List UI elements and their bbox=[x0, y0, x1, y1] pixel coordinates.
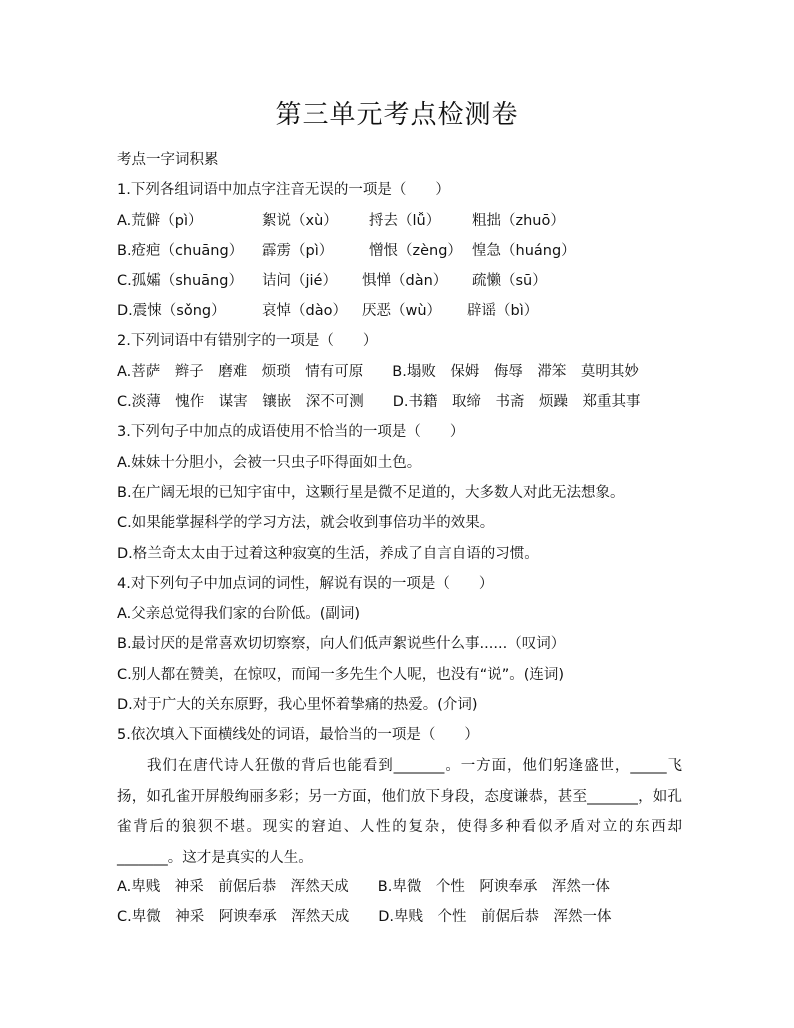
option-b-word-2: 霹雳（pì） bbox=[262, 243, 334, 259]
option-a-word-4: 粗拙（zhuō） bbox=[472, 213, 565, 229]
option-c-word-4: 疏懒（sū） bbox=[472, 273, 547, 289]
option-d-word-1: D.震悚（sǒng） bbox=[117, 303, 226, 319]
question-3-option-a: A.妹妹十分胆小，会被一只虫子吓得面如土色。 bbox=[117, 455, 422, 471]
question-2-options-ab: A.菩萨 辫子 磨难 烦琐 情有可原 B.塌败 保姆 侮辱 滞笨 莫明其妙 bbox=[117, 364, 639, 380]
option-c-word-2: 诘问（jié） bbox=[262, 273, 337, 289]
option-a-word-1: A.荒僻（pì） bbox=[117, 213, 203, 229]
option-b-word-4: 惶急（huáng） bbox=[472, 243, 576, 259]
question-3-option-b: B.在广阔无垠的已知宇宙中，这颗行星是微不足道的，大多数人对此无法想象。 bbox=[117, 485, 625, 501]
question-4-stem: 4.对下列句子中加点词的词性，解说有误的一项是（ ） bbox=[117, 576, 494, 592]
page-title: 第三单元考点检测卷 bbox=[275, 100, 519, 130]
option-c-word-3: 惧惮（dàn） bbox=[362, 273, 448, 289]
section-heading: 考点一字词积累 bbox=[117, 152, 219, 168]
option-d-word-3: 厌恶（wù） bbox=[362, 303, 442, 319]
question-5-passage: 我们在唐代诗人狂傲的背后也能看到_______。一方面，他们躬逢盛世，_____飞扬，如孔雀开屏般绚丽多彩；另一方面，他们放下身段，态度谦恭，甚至_______，如孔雀背后的狼狈不堪。现实的窘迫、人性的复杂，使得多种看似矛盾对立的东西却_______。这才是真实的人生。 bbox=[117, 758, 682, 866]
question-3-option-d: D.格兰奇太太由于过着这种寂寞的生活，养成了自言自语的习惯。 bbox=[117, 546, 539, 562]
question-3-option-c: C.如果能掌握科学的学习方法，就会收到事倍功半的效果。 bbox=[117, 515, 495, 531]
option-a-word-3: 捋去（lǚ） bbox=[369, 213, 441, 229]
question-4-option-b: B.最讨厌的是常喜欢切切察察，向人们低声絮说些什么事......（叹词） bbox=[117, 636, 566, 652]
question-2-stem: 2.下列词语中有错别字的一项是（ ） bbox=[117, 333, 378, 349]
option-b-word-1: B.疮疤（chuāng） bbox=[117, 243, 244, 259]
question-5-options-cd: C.卑微 神采 阿谀奉承 浑然天成 D.卑贱 个性 前倨后恭 浑然一体 bbox=[117, 909, 612, 925]
option-d-word-2: 哀悼（dào） bbox=[262, 303, 347, 319]
question-4-option-d: D.对于广大的关东原野，我心里怀着挚痛的热爱。(介词) bbox=[117, 697, 478, 713]
question-2-options-cd: C.淡薄 愧作 谋害 镶嵌 深不可测 D.书籍 取缔 书斋 烦躁 郑重其事 bbox=[117, 394, 641, 410]
question-4-option-c: C.别人都在赞美，在惊叹，而闻一多先生个人呢，也没有“说”。(连词) bbox=[117, 667, 565, 683]
option-d-word-4: 辟谣（bì） bbox=[467, 303, 539, 319]
option-b-word-3: 憎恨（zèng） bbox=[369, 243, 462, 259]
question-5-stem: 5.依次填入下面横线处的词语，最恰当的一项是（ ） bbox=[117, 727, 479, 743]
question-1-stem: 1.下列各组词语中加点字注音无误的一项是（ ） bbox=[117, 182, 450, 198]
question-4-option-a: A.父亲总觉得我们家的台阶低。(副词) bbox=[117, 606, 361, 622]
option-a-word-2: 絮说（xù） bbox=[262, 213, 338, 229]
question-3-stem: 3.下列句子中加点的成语使用不恰当的一项是（ ） bbox=[117, 424, 465, 440]
question-5-options-ab: A.卑贱 神采 前倨后恭 浑然天成 B.卑微 个性 阿谀奉承 浑然一体 bbox=[117, 879, 610, 895]
option-c-word-1: C.孤孀（shuāng） bbox=[117, 273, 243, 289]
